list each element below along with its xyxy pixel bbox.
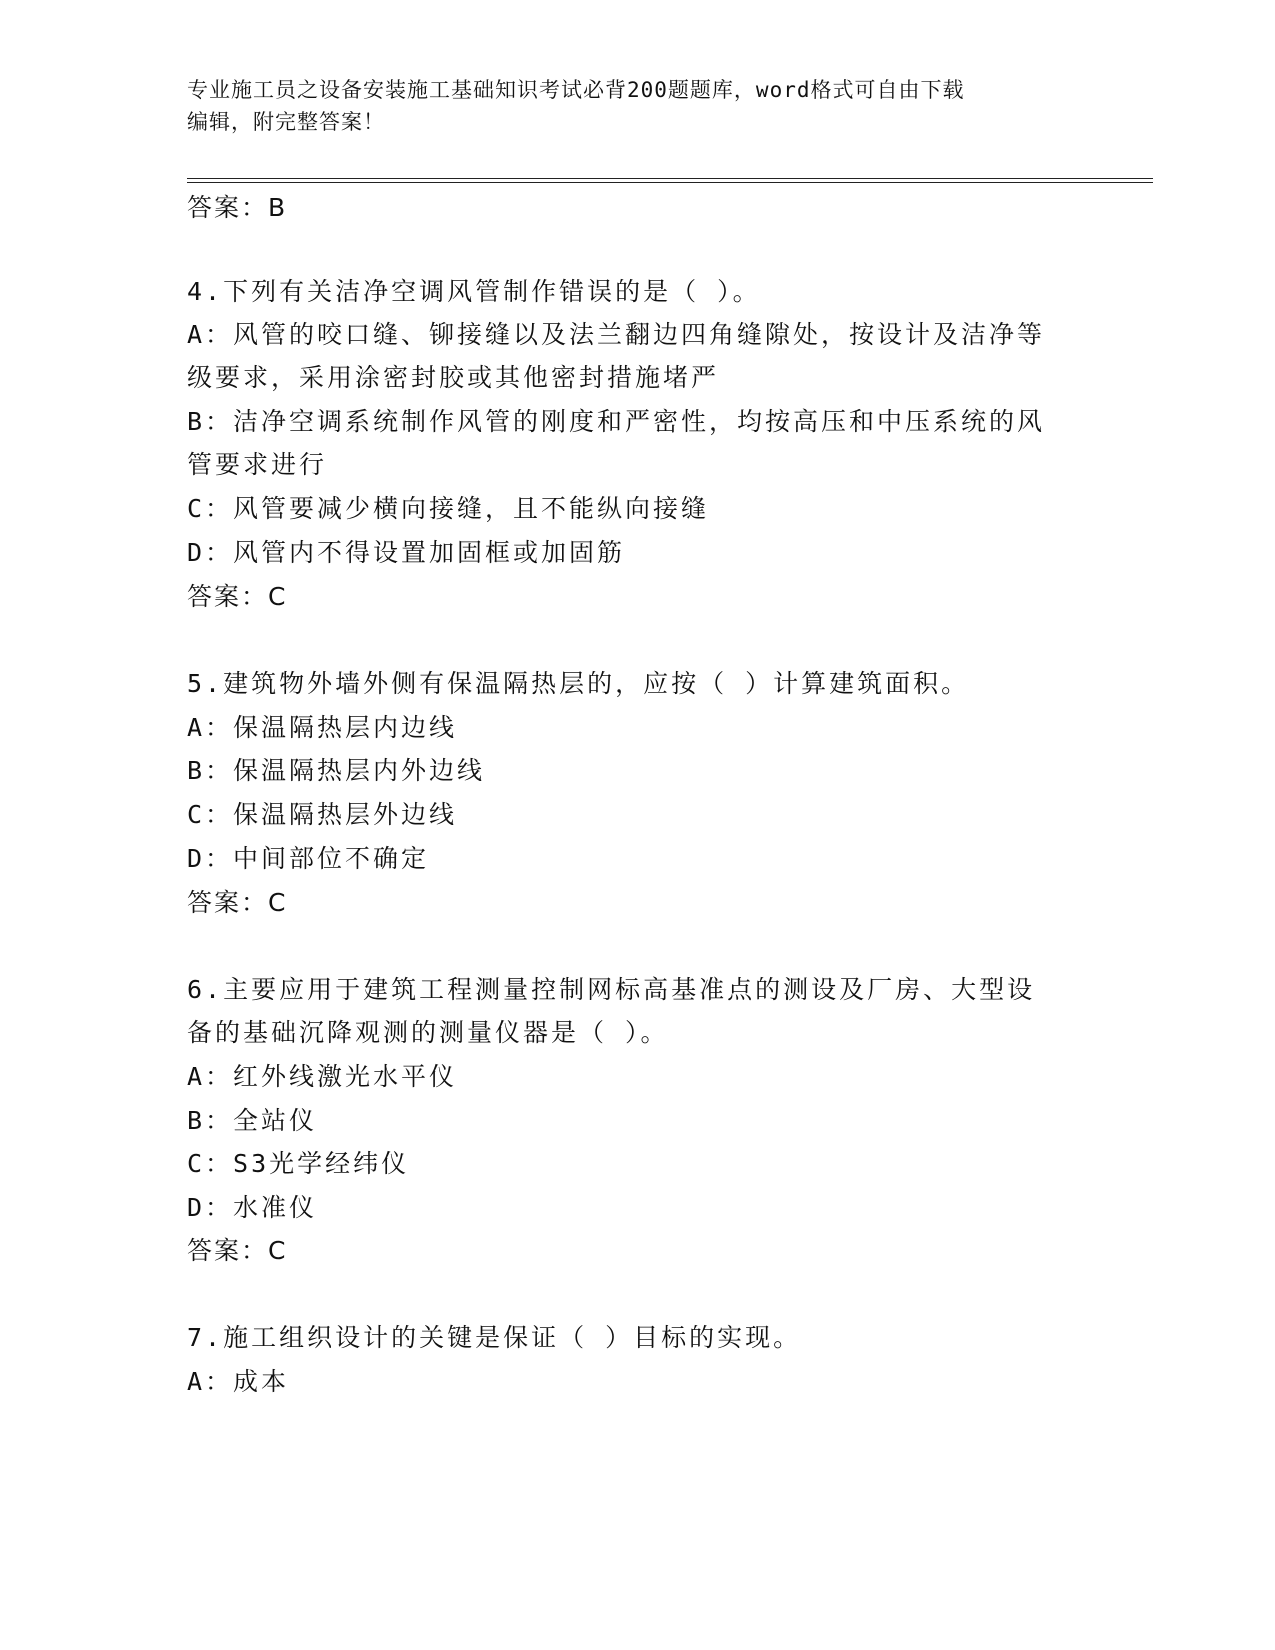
question-4-option-b-line-2: 管要求进行 (187, 450, 328, 479)
header-line-1: 专业施工员之设备安装施工基础知识考试必背200题题库，word格式可自由下载 (187, 78, 965, 102)
answer-3: 答案：B (187, 193, 288, 222)
question-7-option-a: A：成本 (187, 1367, 290, 1396)
question-6-stem-line-1: 6.主要应用于建筑工程测量控制网标高基准点的测设及厂房、大型设 (187, 975, 1036, 1004)
question-6-option-a: A：红外线激光水平仪 (187, 1062, 458, 1091)
question-5-option-c: C：保温隔热层外边线 (187, 800, 458, 829)
question-4-stem: 4.下列有关洁净空调风管制作错误的是（ ）。 (187, 277, 761, 306)
question-4-option-d: D：风管内不得设置加固框或加固筋 (187, 538, 626, 567)
question-5-option-d: D：中间部位不确定 (187, 844, 430, 873)
question-5-option-b: B：保温隔热层内外边线 (187, 756, 486, 785)
question-6-option-c: C：S3光学经纬仪 (187, 1149, 410, 1178)
answer-5: 答案：C (187, 888, 288, 917)
answer-6: 答案：C (187, 1236, 288, 1265)
document-header (187, 74, 1087, 138)
question-5-option-a: A：保温隔热层内边线 (187, 713, 458, 742)
question-4-option-a-line-2: 级要求，采用涂密封胶或其他密封措施堵严 (187, 363, 720, 392)
question-6-option-d: D：水准仪 (187, 1193, 318, 1222)
answer-4: 答案：C (187, 582, 288, 611)
question-6-option-b: B：全站仪 (187, 1106, 318, 1135)
question-4-option-c: C：风管要减少横向接缝，且不能纵向接缝 (187, 494, 710, 523)
header-divider (187, 178, 1153, 179)
question-5-stem: 5.建筑物外墙外侧有保温隔热层的，应按（ ）计算建筑面积。 (187, 669, 970, 698)
question-7-stem: 7.施工组织设计的关键是保证（ ）目标的实现。 (187, 1323, 802, 1352)
question-4-option-b-line-1: B：洁净空调系统制作风管的刚度和严密性，均按高压和中压系统的风 (187, 407, 1046, 436)
header-line-2: 编辑，附完整答案！ (187, 110, 385, 134)
header-divider-double (187, 182, 1153, 183)
question-6-stem-line-2: 备的基础沉降观测的测量仪器是（ ）。 (187, 1018, 669, 1047)
question-4-option-a-line-1: A：风管的咬口缝、铆接缝以及法兰翻边四角缝隙处，按设计及洁净等 (187, 320, 1046, 349)
